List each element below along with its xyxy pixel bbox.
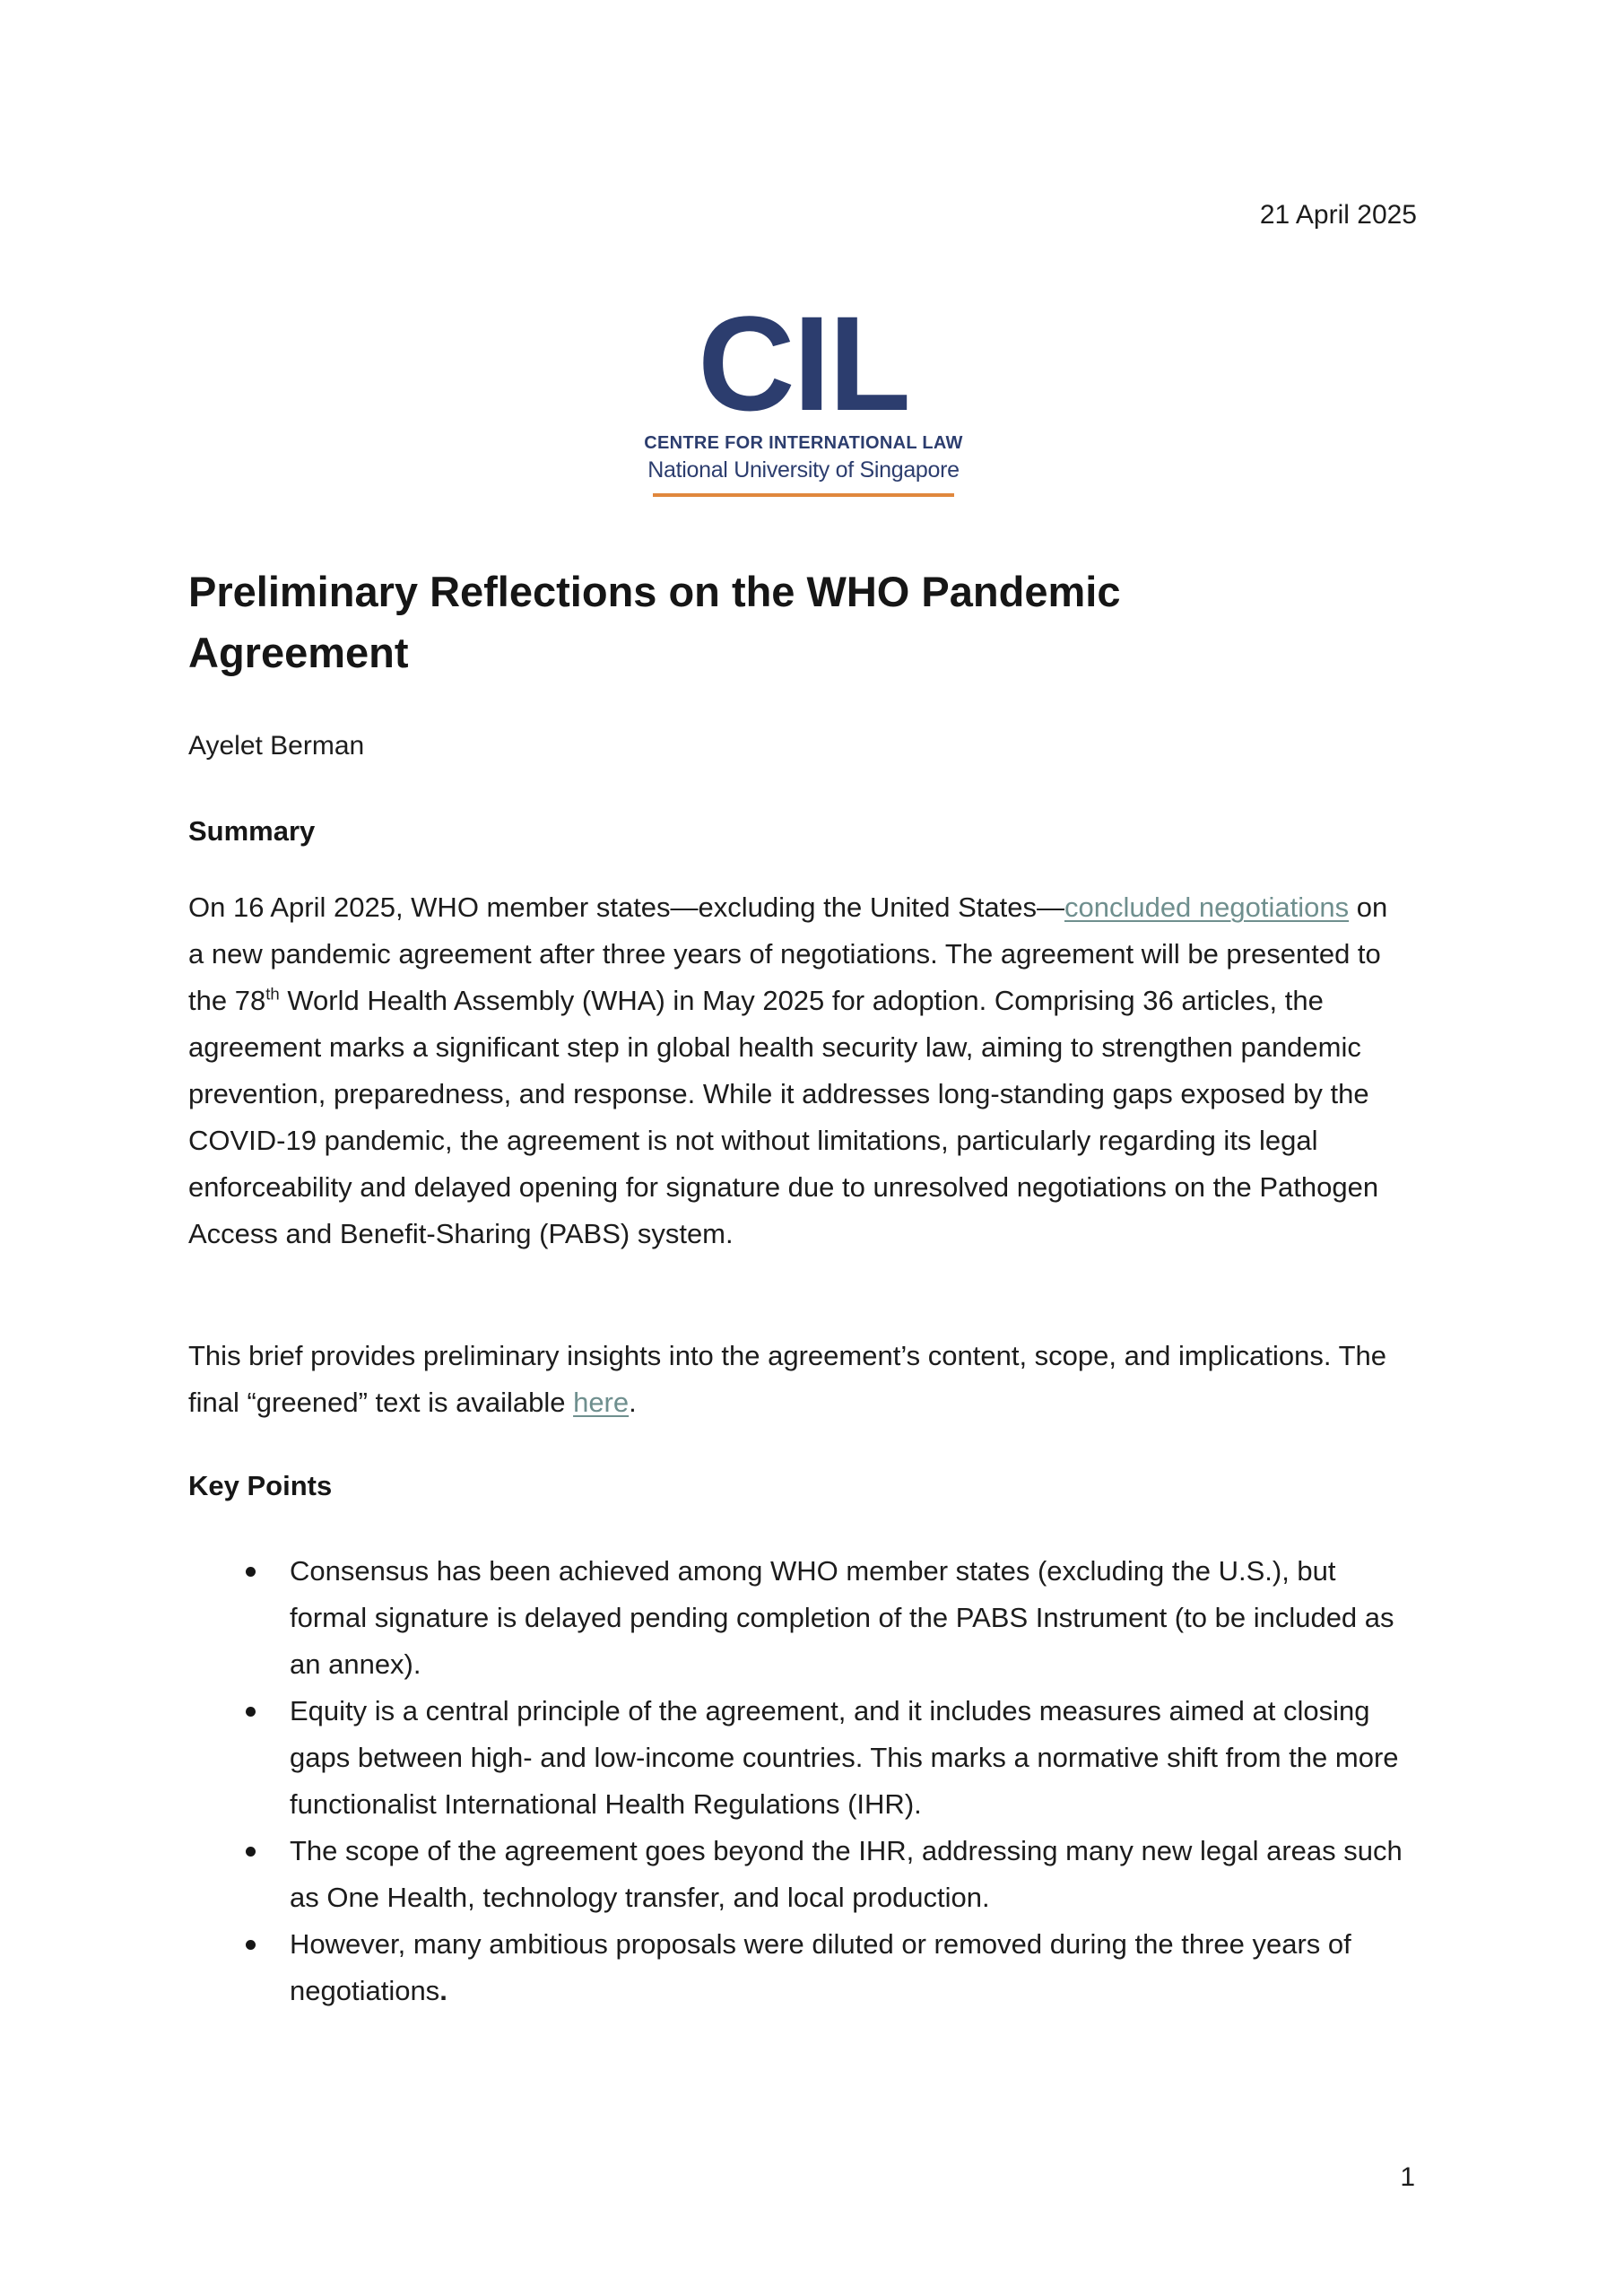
cil-logo-name: CENTRE FOR INTERNATIONAL LAW	[644, 433, 963, 453]
cil-logo-institution: National University of Singapore	[647, 457, 960, 483]
paragraph-text: .	[629, 1387, 637, 1418]
concluded-negotiations-link[interactable]: concluded negotiations	[1064, 891, 1350, 923]
page-title: Preliminary Reflections on the WHO Pandemic Agreement	[188, 568, 1121, 676]
key-points-heading: Key Points	[188, 1470, 333, 1501]
paragraph-text: This brief provides preliminary insights into the agreement’s content, scope, and implications. The final “greened” text is available	[188, 1340, 1386, 1418]
cil-logo-acronym: CIL	[698, 288, 909, 439]
author-name: Ayelet Berman	[188, 731, 365, 761]
paragraph-text: On 16 April 2025, WHO member states—excluding the United States—	[188, 891, 1064, 923]
cil-logo	[0, 288, 1607, 497]
summary-paragraph-2	[188, 1333, 1390, 1426]
list-item-text: Consensus has been achieved among WHO member states (excluding the U.S.), but formal signature is delayed pending completion of the PABS Instrument (to be included as an annex).	[290, 1555, 1394, 1680]
list-item	[188, 1548, 1408, 1688]
paragraph-text: on a new pandemic agreement after three years of negotiations. The agreement will be presented to the 78	[188, 891, 1388, 1016]
summary-paragraph-1	[188, 884, 1390, 1257]
summary-heading: Summary	[188, 815, 316, 847]
list-item-text: Equity is a central principle of the agreement, and it includes measures aimed at closing gaps between high- and low-income countries. This marks a normative shift from the more functionalist International Health Regulations (IHR).	[290, 1695, 1399, 1820]
list-item	[188, 1921, 1408, 2014]
page-number: 1	[1400, 2162, 1415, 2192]
document-date: 21 April 2025	[1259, 200, 1417, 230]
list-item	[188, 1688, 1408, 1828]
here-link[interactable]: here	[573, 1387, 630, 1418]
list-item-bold-suffix: .	[439, 1975, 447, 2006]
list-item-text: However, many ambitious proposals were diluted or removed during the three years of negotiations	[290, 1928, 1351, 2006]
key-points-list	[188, 1548, 1408, 2014]
list-item-text: The scope of the agreement goes beyond the IHR, addressing many new legal areas such as One Health, technology transfer, and local production.	[290, 1835, 1403, 1913]
list-item	[188, 1828, 1408, 1921]
paragraph-text: World Health Assembly (WHA) in May 2025 for adoption. Comprising 36 articles, the agreement marks a significant step in global health security law, aiming to strengthen pandemic prevention, preparedness, and response. While it addresses long-standing gaps exposed by the COVID-19 pandemic, the agreement is not without limitations, particularly regarding its legal enforceability and delayed opening for signature due to unresolved negotiations on the Pathogen Access and Benefit-Sharing (PABS) system.	[188, 985, 1379, 1249]
ordinal-superscript: th	[265, 984, 280, 1004]
logo-underline	[653, 493, 954, 497]
